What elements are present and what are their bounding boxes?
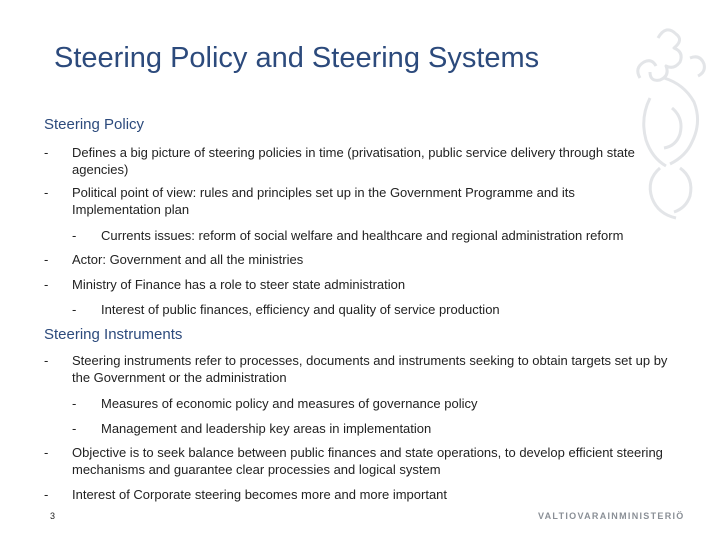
bullet-dash: -	[72, 396, 77, 411]
bullet-dash: -	[44, 487, 49, 502]
brand-logo-text: VALTIOVARAINMINISTERIÖ	[538, 511, 685, 521]
section-heading-steering-policy: Steering Policy	[44, 116, 145, 133]
bullet-dash: -	[44, 145, 49, 160]
instruments-item-objective: Objective is to seek balance between public finances and state operations, to develop efficient steering mechanisms and guarantee clear processies and logical system	[72, 445, 663, 477]
page-number: 3	[50, 511, 56, 521]
slide-title: Steering Policy and Steering Systems	[54, 42, 540, 74]
section-heading-steering-instruments: Steering Instruments	[44, 326, 183, 343]
instruments-subitem-measures: Measures of economic policy and measures of governance policy	[101, 396, 478, 411]
policy-item-ministry-of-finance: Ministry of Finance has a role to steer state administration	[72, 277, 406, 292]
bullet-dash: -	[44, 185, 49, 200]
bullet-dash: -	[44, 445, 49, 460]
lion-coat-of-arms-icon	[620, 18, 710, 228]
policy-item-political-view: Political point of view: rules and principles set up in the Government Programme and its Implementation plan	[72, 185, 575, 217]
bullet-dash: -	[72, 421, 77, 436]
policy-subitem-current-issues: Currents issues: reform of social welfare and healthcare and regional administration reform	[101, 228, 624, 243]
bullet-dash: -	[44, 353, 49, 368]
policy-item-big-picture: Defines a big picture of steering policies in time (privatisation, public service delivery through state agencies)	[72, 145, 635, 177]
policy-subitem-public-finances: Interest of public finances, efficiency and quality of service production	[101, 302, 500, 317]
bullet-dash: -	[72, 302, 77, 317]
instruments-subitem-management: Management and leadership key areas in implementation	[101, 421, 432, 436]
instruments-item-corporate-steering: Interest of Corporate steering becomes more and more important	[72, 487, 448, 502]
bullet-dash: -	[72, 228, 77, 243]
instruments-item-definition: Steering instruments refer to processes, documents and instruments seeking to obtain targets set up by the Government or the administration	[72, 353, 668, 385]
bullet-dash: -	[44, 252, 49, 267]
bullet-dash: -	[44, 277, 49, 292]
policy-item-actor: Actor: Government and all the ministries	[72, 252, 304, 267]
